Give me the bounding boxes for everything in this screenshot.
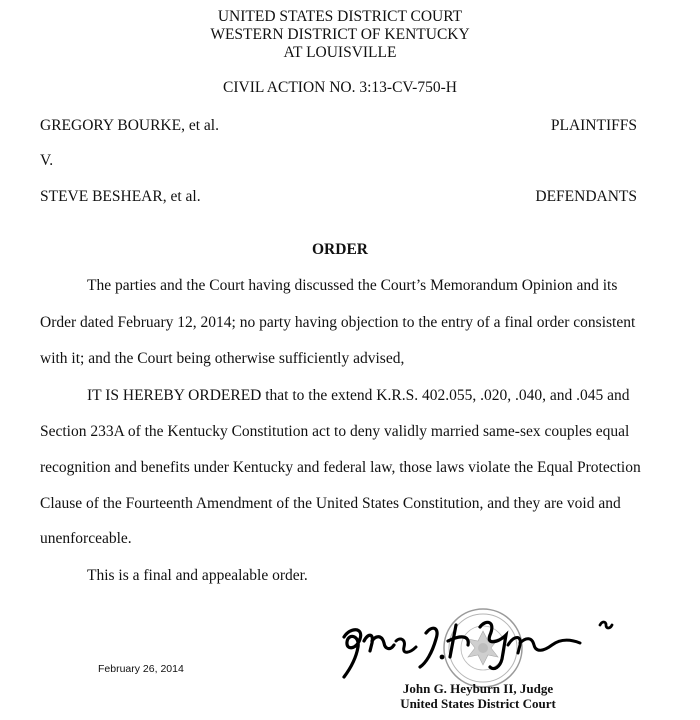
court-header [0,8,680,62]
judge-signature-icon [330,605,620,685]
body-line: Clause of the Fourteenth Amendment of the United States Constitution, and they are void and [40,495,621,512]
body-line: with it; and the Court being otherwise sufficiently advised, [40,350,405,367]
court-location: AT LOUISVILLE [283,44,397,61]
order-title: ORDER [312,241,368,258]
body-line: Order dated February 12, 2014; no party having objection to the entry of a final order consistent [40,314,636,331]
court-name: UNITED STATES DISTRICT COURT [217,8,463,25]
body-line: unenforceable. [40,530,132,547]
defendant-name: STEVE BESHEAR, et al. [40,188,201,205]
judge-name: John G. Heyburn II, Judge [402,681,554,696]
defendant-row [40,188,637,206]
body-line: recognition and benefits under Kentucky and federal law, those laws violate the Equal Protection [40,459,641,476]
versus-label: V. [40,152,54,169]
judge-signature-block [398,681,558,711]
body-line: This is a final and appealable order. [87,567,308,584]
civil-action-number: CIVIL ACTION NO. 3:13-CV-750-H [223,79,457,96]
order-date: February 26, 2014 [98,663,184,675]
judge-court: United States District Court [400,696,556,711]
versus-row [40,152,637,170]
body-line: Section 233A of the Kentucky Constitution act to deny validly married same-sex couples equal [40,423,630,440]
body-line: IT IS HEREBY ORDERED that to the extend K.R.S. 402.055, .020, .040, and .045 and [87,387,630,404]
plaintiff-row [40,117,637,135]
court-district: WESTERN DISTRICT OF KENTUCKY [210,26,470,43]
defendant-role: DEFENDANTS [535,188,637,205]
body-line: The parties and the Court having discussed the Court’s Memorandum Opinion and its [87,277,618,294]
plaintiff-role: PLAINTIFFS [550,117,637,134]
plaintiff-name: GREGORY BOURKE, et al. [40,117,219,134]
